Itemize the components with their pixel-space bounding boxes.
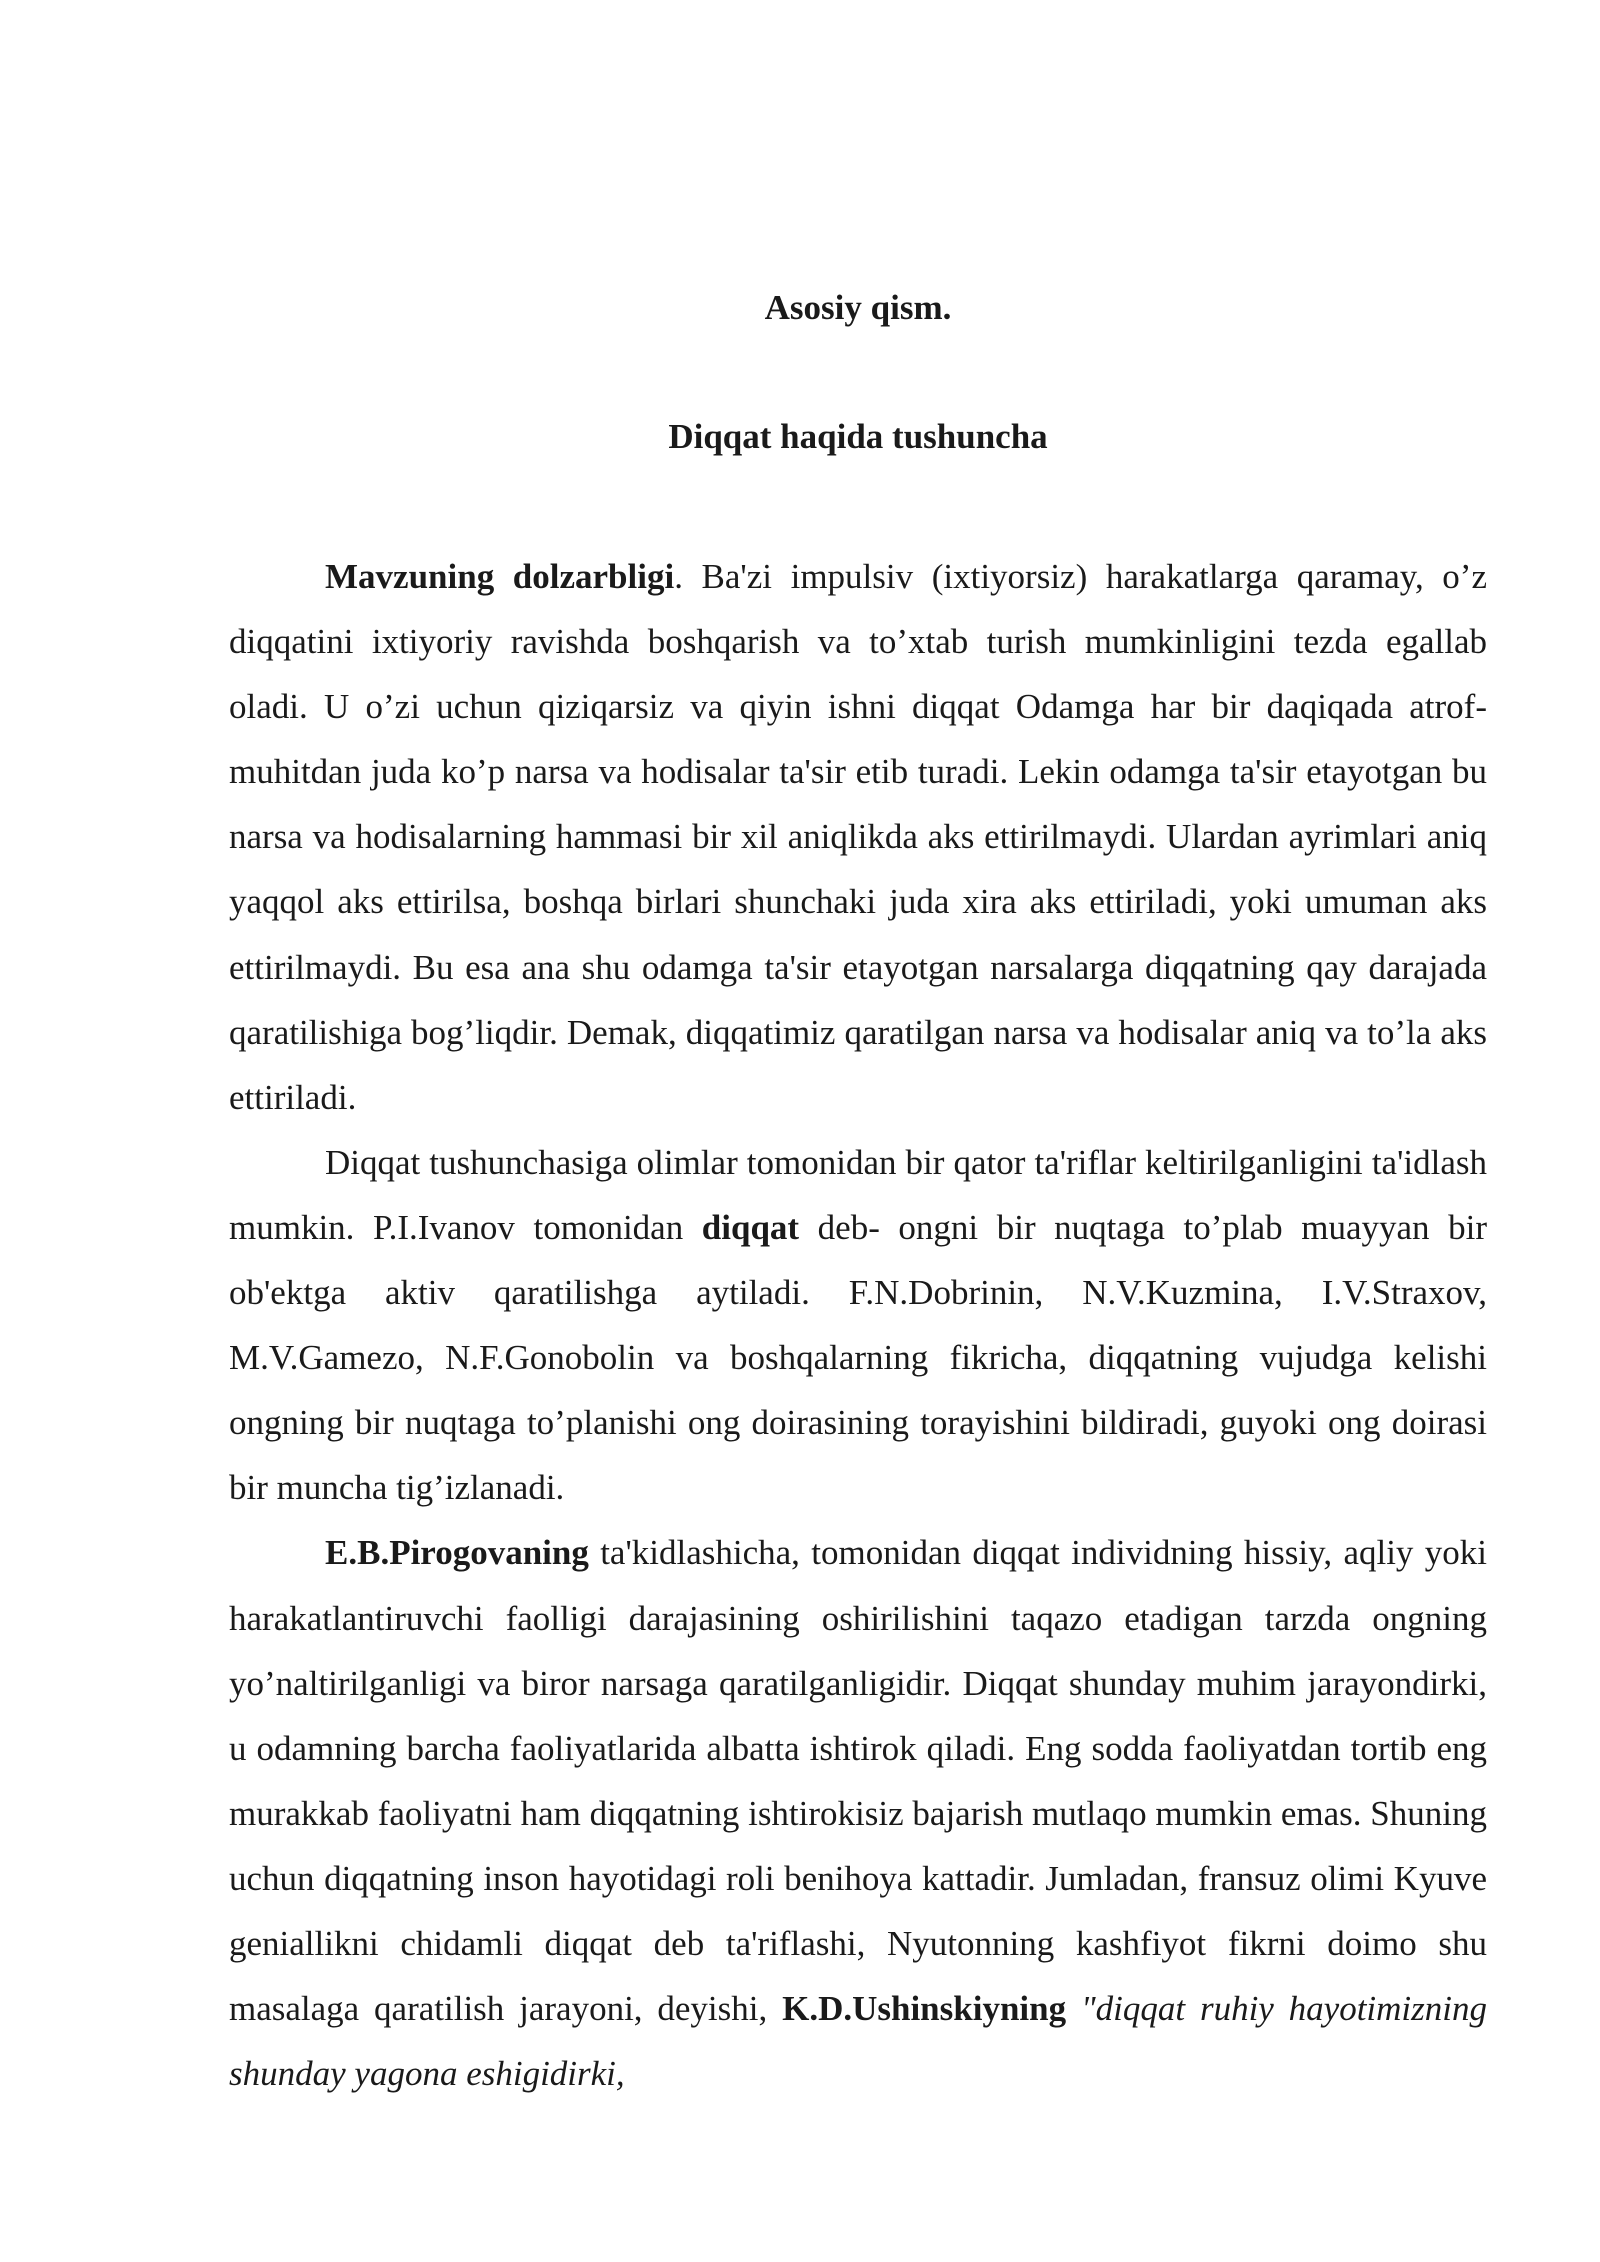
term-diqqat: diqqat [701, 1207, 800, 1247]
paragraph-text: ta'kidlashicha, tomonidan diqqat individning hissiy, aqliy yoki harakatlantiruvchi faolligi darajasining oshirilishini taqazo etadigan tarzda ongning yo’naltirilganligi va biror narsaga qaratilganligidir. Diqqat shunday muhim jarayondirki, u odamning barcha faoliyatlarida albatta ishtirok qiladi. Eng sodda faoliyatdan tortib eng murakkab faoliyatni ham diqqatning ishtirokisiz bajarish mutlaqo mumkin emas. Shuning uchun diqqatning inson hayotidagi roli benihoya kattadir. Jumladan, fransuz olimi Kyuve geniallikni chidamli diqqat deb ta'riflashi, Nyutonning kashfiyot fikrni doimo shu masalaga qaratilish jarayoni, deyishi, [229, 1533, 1487, 2029]
paragraph-lead-term: E.B.Pirogovaning [325, 1533, 589, 1573]
paragraph-lead-term: Mavzuning dolzarbligi [325, 557, 675, 596]
author-name: K.D.Ushinskiyning [782, 1989, 1067, 2029]
section-title: Asosiy qism. [764, 288, 952, 327]
quote-text: "diqqat ruhiy hayotimizning shunday yagona eshigidirki, [229, 1989, 1487, 2094]
section-subtitle: Diqqat haqida tushuncha [668, 417, 1048, 456]
document-body [229, 544, 1487, 2106]
paragraph-pirogova [229, 1520, 1487, 2106]
paragraph-text: Diqqat tushunchasiga olimlar tomonidan bir qator ta'riflar keltirilganligini ta'idlash mumkin. P.I.Ivanov tomonidan [229, 1142, 1487, 1247]
paragraph-definitions [229, 1130, 1487, 1521]
paragraph-text: deb- ongni bir nuqtaga to’plab muayyan bir ob'ektga aktiv qaratilishga aytiladi. F.N.Dobrinin, N.V.Kuzmina, I.V.Straxov, M.V.Gamezo, N.F.Gonobolin va boshqalarning fikricha, diqqatning vujudga kelishi ongning bir nuqtaga to’planishi ong doirasining torayishini bildiradi, guyoki ong doirasi bir muncha tig’izlanadi. [229, 1207, 1488, 1508]
paragraph-text: . Ba'zi impulsiv (ixtiyorsiz) harakatlarga qaramay, o’z diqqatini ixtiyoriy ravishda boshqarish va to’xtab turish mumkinligini tezda egallab oladi. U o’zi uchun qiziqarsiz va qiyin ishni diqqat Odamga har bir daqiqada atrof-muhitdan juda ko’p narsa va hodisalar ta'sir etib turadi. Lekin odamga ta'sir etayotgan bu narsa va hodisalarning hammasi bir xil aniqlikda aks ettirilmaydi. Ulardan ayrimlari aniq yaqqol aks ettirilsa, boshqa birlari shunchaki juda xira aks ettiriladi, yoki umuman aks ettirilmaydi. Bu esa ana shu odamga ta'sir etayotgan narsalarga diqqatning qay darajada qaratilishiga bog’liqdir. Demak, diqqatimiz qaratilgan narsa va hodisalar aniq va to’la aks ettiriladi. [229, 557, 1487, 1117]
paragraph-relevance [229, 544, 1487, 1130]
